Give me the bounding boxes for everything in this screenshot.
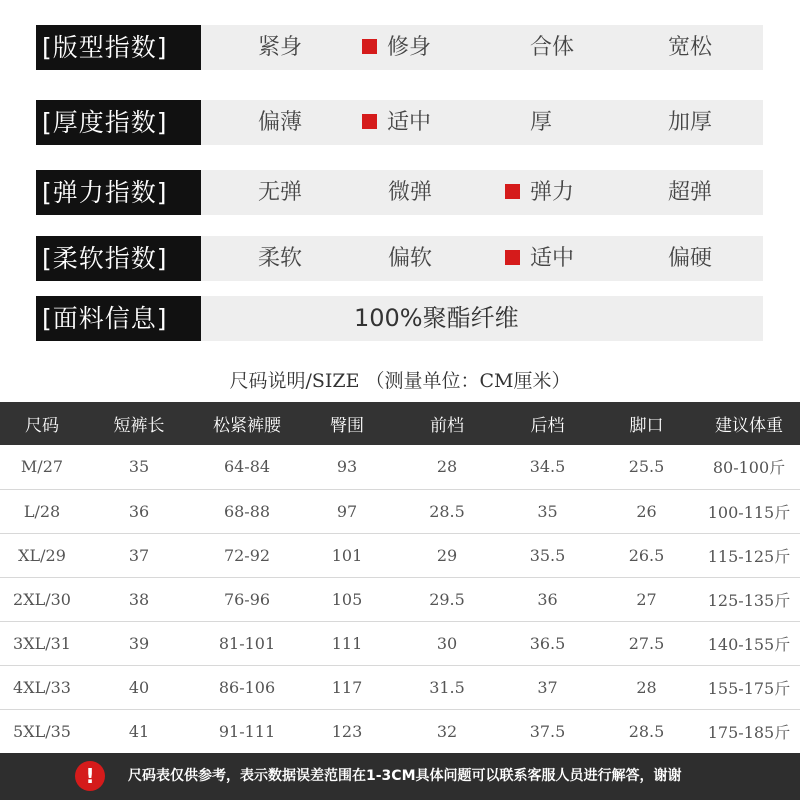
selected-marker-icon [505, 250, 520, 265]
attribute-row-fabric [36, 296, 763, 341]
table-cell: 28.5 [595, 709, 698, 753]
table-cell: 37 [84, 533, 194, 577]
attribute-label: [版型指数] [36, 25, 201, 70]
table-cell: 97 [300, 489, 394, 533]
table-row [0, 445, 800, 489]
footer-notice [0, 753, 800, 800]
attribute-option: 无弹 [258, 180, 303, 205]
table-cell: 28 [595, 665, 698, 709]
table-cell: 140-155斤 [698, 621, 800, 665]
table-row [0, 577, 800, 621]
table-cell: 27 [595, 577, 698, 621]
table-cell: 31.5 [394, 665, 500, 709]
table-cell: 3XL/31 [0, 621, 84, 665]
table-cell: 25.5 [595, 445, 698, 489]
column-header: 前档 [394, 402, 500, 445]
attribute-option: 厚 [530, 110, 553, 135]
attribute-option: 加厚 [668, 110, 713, 135]
table-cell: 30 [394, 621, 500, 665]
table-cell: 40 [84, 665, 194, 709]
attribute-option: 超弹 [668, 180, 713, 205]
table-cell: 64-84 [194, 445, 300, 489]
table-cell: 41 [84, 709, 194, 753]
attribute-option: 偏硬 [668, 246, 713, 271]
column-header: 建议体重 [698, 402, 800, 445]
table-cell: 27.5 [595, 621, 698, 665]
attribute-label: [柔软指数] [36, 236, 201, 281]
table-cell: 34.5 [500, 445, 595, 489]
attribute-option: 微弹 [388, 180, 433, 205]
table-cell: 117 [300, 665, 394, 709]
table-row [0, 709, 800, 753]
column-header: 脚口 [595, 402, 698, 445]
table-cell: 29 [394, 533, 500, 577]
table-cell: 125-135斤 [698, 577, 800, 621]
table-cell: 4XL/33 [0, 665, 84, 709]
table-cell: 72-92 [194, 533, 300, 577]
table-cell: M/27 [0, 445, 84, 489]
table-cell: 28.5 [394, 489, 500, 533]
table-cell: 81-101 [194, 621, 300, 665]
table-row [0, 621, 800, 665]
attribute-option: 宽松 [668, 35, 713, 60]
table-cell: 28 [394, 445, 500, 489]
footer-text: 尺码表仅供参考，表示数据误差范围在1-3CM具体问题可以联系客服人员进行解答，谢谢 [128, 768, 682, 784]
table-cell: 39 [84, 621, 194, 665]
table-cell: 32 [394, 709, 500, 753]
table-cell: 100-115斤 [698, 489, 800, 533]
table-cell: 36 [500, 577, 595, 621]
size-table-title: 尺码说明/SIZE （测量单位：CM厘米） [229, 370, 571, 392]
table-row [0, 665, 800, 709]
table-cell: 26.5 [595, 533, 698, 577]
attribute-option: 紧身 [258, 35, 303, 60]
attribute-option: 偏薄 [258, 110, 303, 135]
attribute-row-elasticity [36, 170, 763, 215]
attribute-option: 合体 [530, 35, 575, 60]
table-cell: 175-185斤 [698, 709, 800, 753]
table-cell: 80-100斤 [698, 445, 800, 489]
table-cell: 91-111 [194, 709, 300, 753]
table-cell: 35 [84, 445, 194, 489]
table-cell: 36.5 [500, 621, 595, 665]
attribute-row-fit [36, 25, 763, 70]
table-cell: 26 [595, 489, 698, 533]
table-cell: 76-96 [194, 577, 300, 621]
column-header: 短裤长 [84, 402, 194, 445]
table-row [0, 533, 800, 577]
table-cell: 68-88 [194, 489, 300, 533]
table-cell: 93 [300, 445, 394, 489]
table-cell: 5XL/35 [0, 709, 84, 753]
attribute-option: 修身 [362, 25, 431, 70]
table-cell: L/28 [0, 489, 84, 533]
attribute-label: [弹力指数] [36, 170, 201, 215]
table-cell: 86-106 [194, 665, 300, 709]
table-cell: 101 [300, 533, 394, 577]
exclamation-warning-icon: ! [75, 761, 105, 791]
size-table-header [0, 402, 800, 445]
attribute-row-thickness [36, 100, 763, 145]
table-cell: 105 [300, 577, 394, 621]
table-cell: 111 [300, 621, 394, 665]
fabric-label: [面料信息] [36, 296, 201, 341]
attribute-row-softness [36, 236, 763, 281]
column-header: 松紧裤腰 [194, 402, 300, 445]
attribute-label: [厚度指数] [36, 100, 201, 145]
table-cell: 35 [500, 489, 595, 533]
table-cell: 37.5 [500, 709, 595, 753]
table-cell: 36 [84, 489, 194, 533]
table-cell: 29.5 [394, 577, 500, 621]
selected-marker-icon [362, 39, 377, 54]
column-header: 尺码 [0, 402, 84, 445]
selected-marker-icon [505, 184, 520, 199]
table-cell: 115-125斤 [698, 533, 800, 577]
table-cell: 37 [500, 665, 595, 709]
selected-marker-icon [362, 114, 377, 129]
table-row [0, 489, 800, 533]
attribute-option: 弹力 [505, 170, 574, 215]
fabric-value: 100%聚酯纤维 [354, 304, 519, 332]
attribute-option: 适中 [362, 100, 431, 145]
table-cell: 35.5 [500, 533, 595, 577]
table-cell: 2XL/30 [0, 577, 84, 621]
column-header: 臀围 [300, 402, 394, 445]
attribute-option: 适中 [505, 236, 574, 281]
table-cell: 38 [84, 577, 194, 621]
table-cell: XL/29 [0, 533, 84, 577]
table-cell: 155-175斤 [698, 665, 800, 709]
attribute-option: 柔软 [258, 246, 303, 271]
size-table [0, 402, 800, 754]
column-header: 后档 [500, 402, 595, 445]
attribute-option: 偏软 [388, 246, 433, 271]
table-cell: 123 [300, 709, 394, 753]
